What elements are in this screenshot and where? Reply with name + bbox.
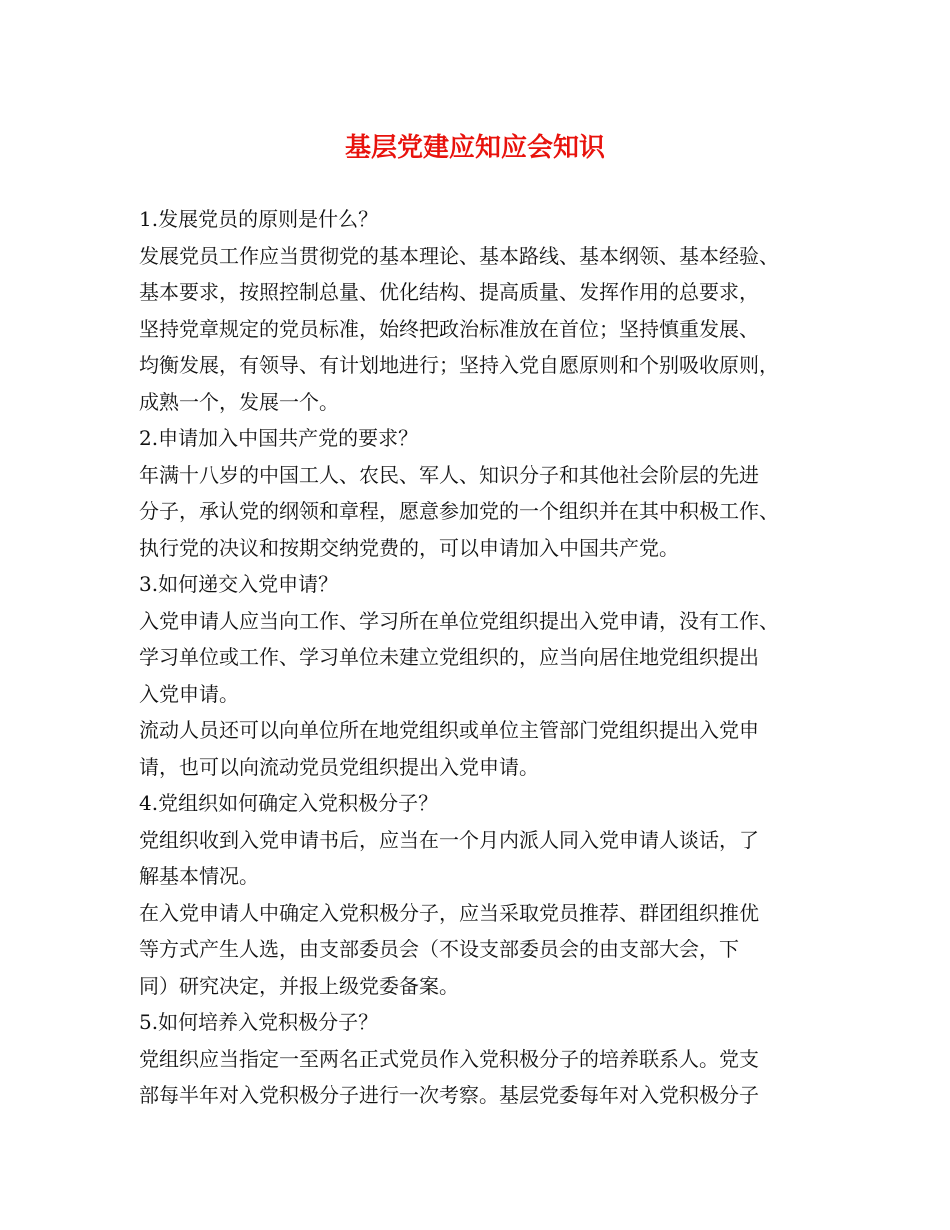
question-heading-2: 2.申请加入中国共产党的要求？: [139, 426, 419, 450]
paragraph-line: 年满十八岁的中国工人、农民、军人、知识分子和其他社会阶层的先进: [139, 462, 759, 487]
paragraph-line: 部每半年对入党积极分子进行一次考察。基层党委每年对入党积极分子: [139, 1083, 759, 1107]
paragraph-line: 同）研究决定，并报上级党委备案。: [139, 973, 459, 998]
paragraph-line: 流动人员还可以向单位所在地党组织或单位主管部门党组织提出入党申: [139, 718, 759, 742]
paragraph-line: 入党申请。: [139, 681, 239, 706]
paragraph-line: 解基本情况。: [139, 864, 259, 888]
paragraph-line: 请，也可以向流动党员党组织提出入党申请。: [139, 754, 539, 779]
paragraph-line: 入党申请人应当向工作、学习所在单位党组织提出入党申请，没有工作、: [139, 608, 779, 633]
question-heading-1: 1.发展党员的原则是什么？: [139, 207, 379, 231]
paragraph-line: 发展党员工作应当贯彻党的基本理论、基本路线、基本纲领、基本经验、: [139, 243, 779, 268]
paragraph-line: 等方式产生人选，由支部委员会（不设支部委员会的由支部大会，下: [139, 937, 739, 961]
question-heading-5: 5.如何培养入党积极分子？: [139, 1010, 379, 1034]
document-title: 基层党建应知应会知识: [344, 133, 605, 163]
question-heading-4: 4.党组织如何确定入党积极分子？: [139, 791, 439, 815]
paragraph-line: 均衡发展，有领导、有计划地进行；坚持入党自愿原则和个别吸收原则，: [139, 353, 779, 377]
paragraph-line: 执行党的决议和按期交纳党费的，可以申请加入中国共产党。: [139, 535, 679, 560]
paragraph-line: 在入党申请人中确定入党积极分子，应当采取党员推荐、群团组织推优: [139, 900, 759, 925]
paragraph-line: 党组织应当指定一至两名正式党员作入党积极分子的培养联系人。党支: [139, 1046, 759, 1071]
paragraph-line: 基本要求，按照控制总量、优化结构、提高质量、发挥作用的总要求，: [139, 280, 759, 304]
question-heading-3: 3.如何递交入党申请？: [139, 572, 339, 596]
document-body: [139, 201, 829, 1114]
paragraph-line: 分子，承认党的纲领和章程，愿意参加党的一个组织并在其中积极工作、: [139, 499, 779, 523]
paragraph-line: 学习单位或工作、学习单位未建立党组织的，应当向居住地党组织提出: [139, 645, 759, 669]
paragraph-line: 坚持党章规定的党员标准，始终把政治标准放在首位；坚持慎重发展、: [139, 316, 759, 341]
paragraph-line: 党组织收到入党申请书后，应当在一个月内派人同入党申请人谈话，了: [139, 827, 759, 852]
paragraph-line: 成熟一个，发展一个。: [139, 389, 339, 414]
